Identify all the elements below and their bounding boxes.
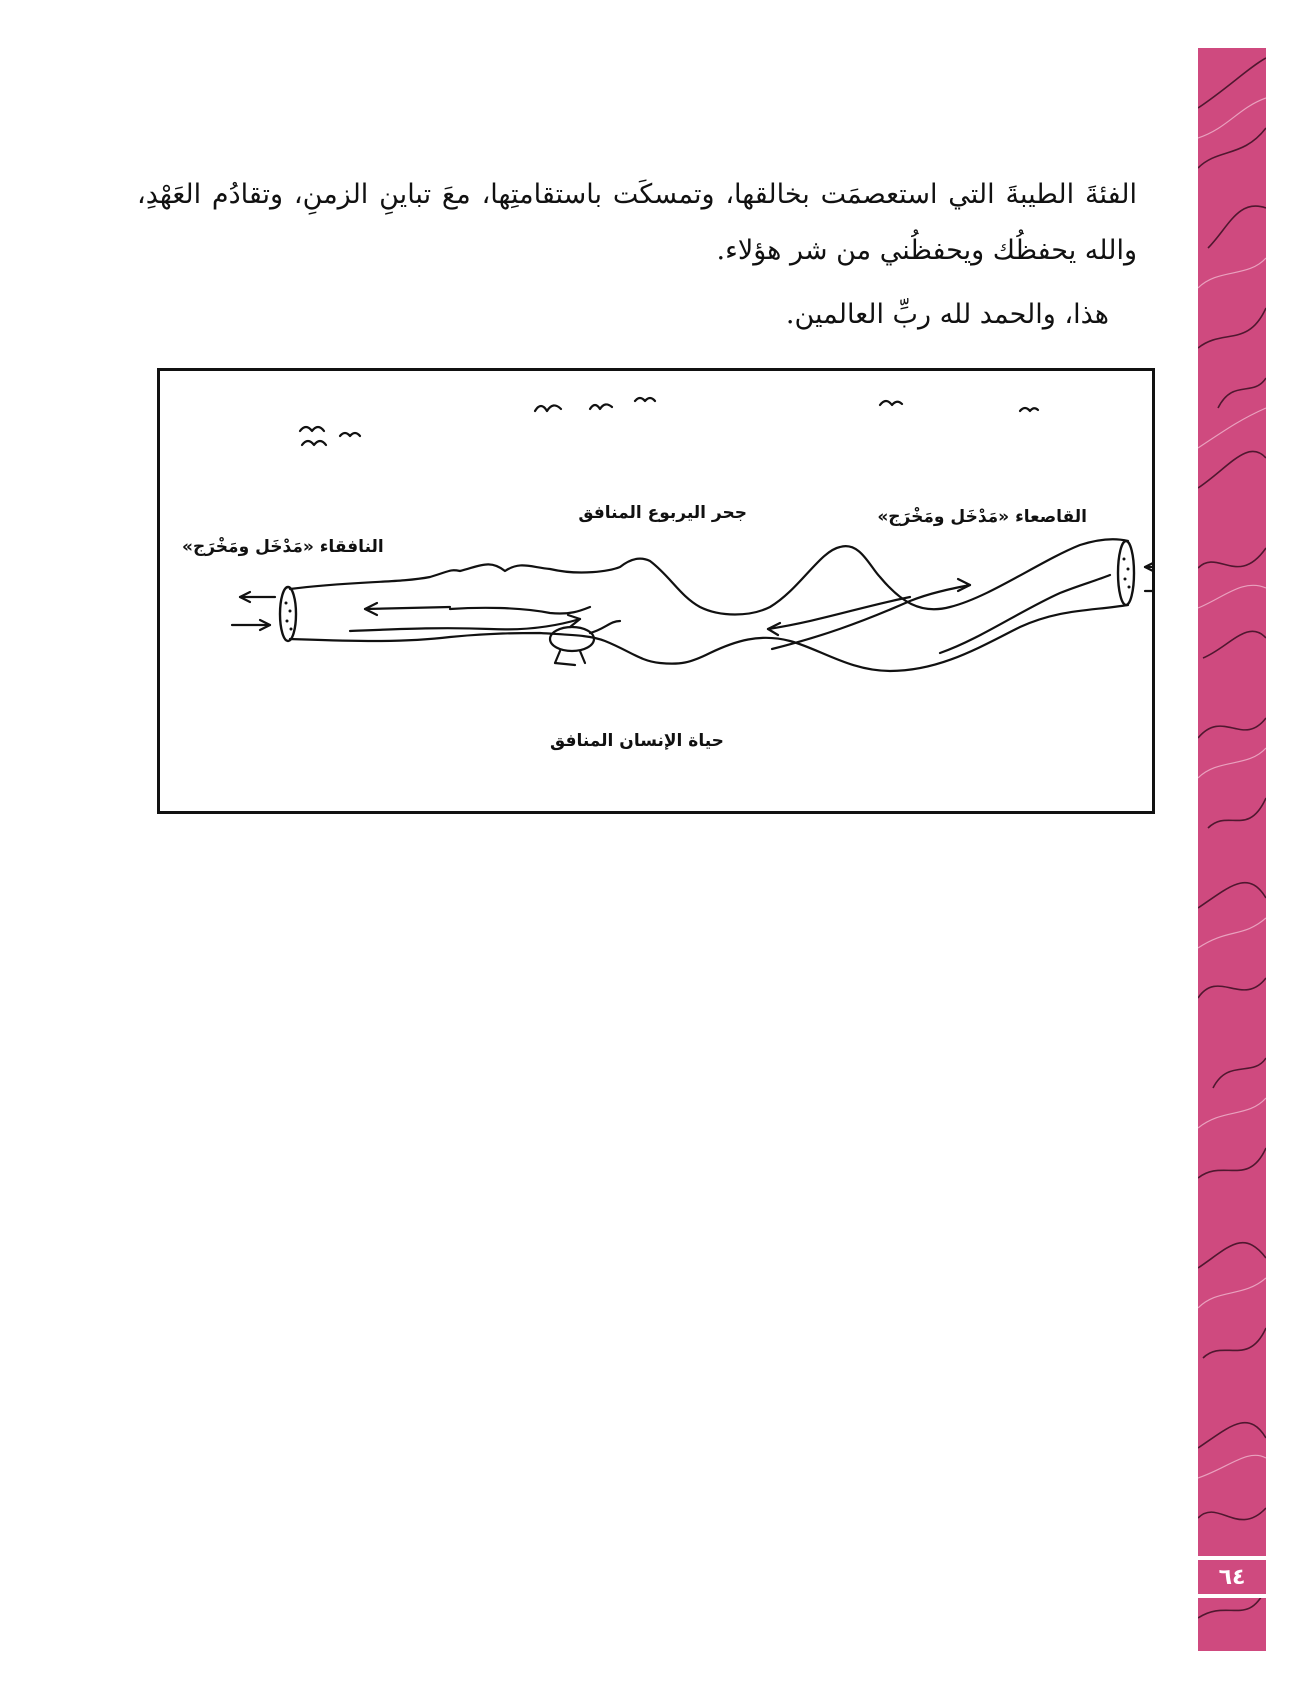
caption-label: حياة الإنسان المنافق [550, 731, 724, 751]
burrow-diagram [157, 368, 1155, 814]
qasiaa-label: القاصعاء «مَدْخَل ومَخْرَج» [877, 507, 1087, 527]
body-paragraph: الفئةَ الطيبةَ التي استعصمَت بخالقها، وتمسكَت باستقامتِها، معَ تباينِ الزمنِ، وتقادُم العَهْدِ، والله يحفظُك ويحفظُني من شر هؤلاء. [137, 179, 1137, 266]
burrow-label: جحر اليربوع المنافق [578, 503, 747, 523]
decorative-sidebar [1198, 48, 1266, 1651]
birds-icon [300, 398, 1038, 445]
page-number-box [1198, 1556, 1266, 1598]
page-number: ٦٤ [1218, 1564, 1246, 1590]
pattern-icon [1198, 48, 1266, 1651]
nafiqaa-label: النافقاء «مَدْخَل ومَخْرَج» [182, 537, 384, 557]
closing-line: هذا، والحمد لله ربِّ العالمين. [785, 299, 1109, 330]
